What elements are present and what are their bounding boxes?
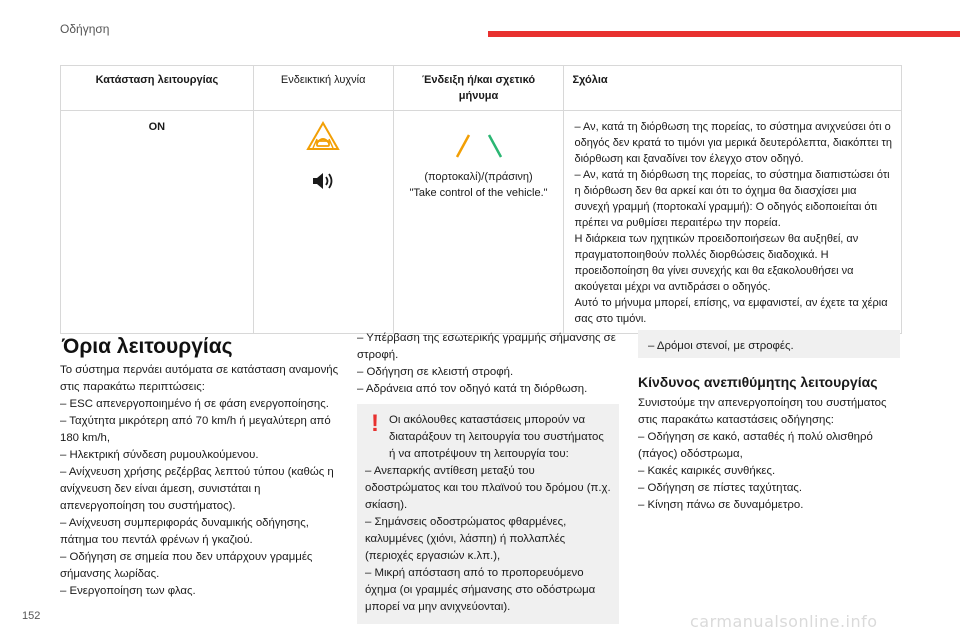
speaker-icon <box>311 171 335 191</box>
note-paragraph: – Αν, κατά τη διόρθωση της πορείας, το σύστημα διαπιστώσει ότι η διόρθωση δεν θα αρκεί και ότι το όχημα θα διασχίσει μια συνεχή γραμμή (πορτοκαλί γραμμή): Ο οδηγός ειδοποιείται ότι πρέπει να ρυθμίσει περαιτέρω την πορεία. <box>574 169 890 229</box>
message-text: "Take control of the vehicle." <box>409 187 548 199</box>
warning-lead: Οι ακόλουθες καταστάσεις μπορούν να διαταράξουν τη λειτουργία του συστήματος ή να αποτρέψουν τη λειτουργία του: <box>389 414 604 460</box>
list-item: – Ηλεκτρική σύνδεση ρυμουλκούμενου. <box>60 449 259 461</box>
list-item: – Μικρή απόσταση από το προπορευόμενο όχημα (οι γραμμές σήμανσης στο οδόστρωμα μπορεί να μην ανιχνεύονται). <box>365 567 596 613</box>
state-cell: ON <box>61 111 254 334</box>
section-header: Οδήγηση <box>60 22 110 36</box>
list-item: – Ανίχνευση συμπεριφοράς δυναμικής οδήγησης, πάτημα του πεντάλ φρένων ή γκαζιού. <box>60 517 309 546</box>
list-item: – Ανίχνευση χρήσης ρεζέρβας λεπτού τύπου (καθώς η ανίχνευση δεν είναι άμεση, συνιστάται η απενεργοποίηση του συστήματος). <box>60 466 334 512</box>
list-item: – Αδράνεια από τον οδηγό κατά τη διόρθωση. <box>357 383 588 395</box>
list-item: – Οδήγηση σε κακό, ασταθές ή πολύ ολισθηρό (πάγος) οδόστρωμα, <box>638 431 873 460</box>
column-header: Κατάσταση λειτουργίας <box>61 66 254 111</box>
warning-exclamation-icon: ! <box>371 410 379 437</box>
list-item: – Οδήγηση σε σημεία που δεν υπάρχουν γραμμές σήμανσης λωρίδας. <box>60 551 313 580</box>
table-header-row <box>61 66 902 111</box>
list-item: – Οδήγηση σε κλειστή στροφή. <box>357 366 514 378</box>
danger-intro: Συνιστούμε την απενεργοποίηση του συστήματος στις παρακάτω καταστάσεις οδήγησης: <box>638 397 887 426</box>
notes-cell <box>564 111 902 334</box>
limits-column-1 <box>60 362 342 600</box>
list-item: – Ανεπαρκής αντίθεση μεταξύ του οδοστρώματος και του πλαϊνού του δρόμου (π.χ. σκίαση). <box>365 465 611 511</box>
column-header: Ένδειξη ή/και σχετικό μήνυμα <box>393 66 564 111</box>
message-cell <box>393 111 564 334</box>
lane-lines-icon <box>449 131 509 159</box>
table-row <box>61 111 902 334</box>
note-paragraph: Η διάρκεια των ηχητικών προειδοποιήσεων θα αυξηθεί, αν πραγματοποιηθούν πολλές διορθώσεις διαδοχικά. Η προειδοποίηση θα γίνει συνεχής και θα εξακολουθήσει να ακούγεται μέχρι να αντιδράσει ο οδηγός. <box>574 233 859 293</box>
list-item: – Κακές καιρικές συνθήκες. <box>638 465 776 477</box>
message-caption: (πορτοκαλί)/(πράσινη) <box>424 171 533 183</box>
list-item: – Σημάνσεις οδοστρώματος φθαρμένες, καλυμμένες (χιόνι, λάσπη) ή πολλαπλές (περιοχές εργασιών κ.λπ.), <box>365 516 567 562</box>
list-item: – Δρόμοι στενοί, με στροφές. <box>648 340 794 352</box>
watermark: carmanualsonline.info <box>690 612 878 631</box>
limits-intro: Το σύστημα περνάει αυτόματα σε κατάσταση αναμονής στις παρακάτω περιπτώσεις: <box>60 364 339 393</box>
danger-column <box>638 330 900 514</box>
list-item: – Κίνηση πάνω σε δυναμόμετρο. <box>638 499 804 511</box>
warning-lead-wrap <box>365 412 613 463</box>
list-item: – Υπέρβαση της εσωτερικής γραμμής σήμανσης σε στροφή. <box>357 332 616 361</box>
column-header: Σχόλια <box>564 66 902 111</box>
header-accent-bar <box>488 31 960 37</box>
list-item: – Οδήγηση σε πίστες ταχύτητας. <box>638 482 803 494</box>
section-title: Όρια λειτουργίας <box>62 335 233 358</box>
column-header: Ενδεικτική λυχνία <box>253 66 393 111</box>
limits-column-2 <box>357 330 619 624</box>
warning-box <box>357 404 619 624</box>
note-paragraph: Αυτό το μήνυμα μπορεί, επίσης, να εμφανιστεί, αν έχετε τα χέρια σας στο τιμόνι. <box>574 297 888 325</box>
lane-keep-assist-warning-icon <box>305 121 341 153</box>
note-paragraph: – Αν, κατά τη διόρθωση της πορείας, το σύστημα ανιχνεύσει ότι ο οδηγός δεν κρατά το τιμόνι για μερικά δευτερόλεπτα, διακόπτει τη διόρθωση και ξαναδίνει τον έλεγχο στον οδηγό. <box>574 121 892 165</box>
list-item: – ESC απενεργοποιημένο ή σε φάση ενεργοποίησης. <box>60 398 329 410</box>
list-item: – Ενεργοποίηση των φλας. <box>60 585 196 597</box>
continued-box <box>638 330 900 358</box>
subsection-title: Κίνδυνος ανεπιθύμητης λειτουργίας <box>638 374 878 390</box>
page-number: 152 <box>22 610 41 622</box>
lamp-cell <box>253 111 393 334</box>
status-table <box>60 65 902 334</box>
list-item: – Ταχύτητα μικρότερη από 70 km/h ή μεγαλύτερη από 180 km/h, <box>60 415 331 444</box>
